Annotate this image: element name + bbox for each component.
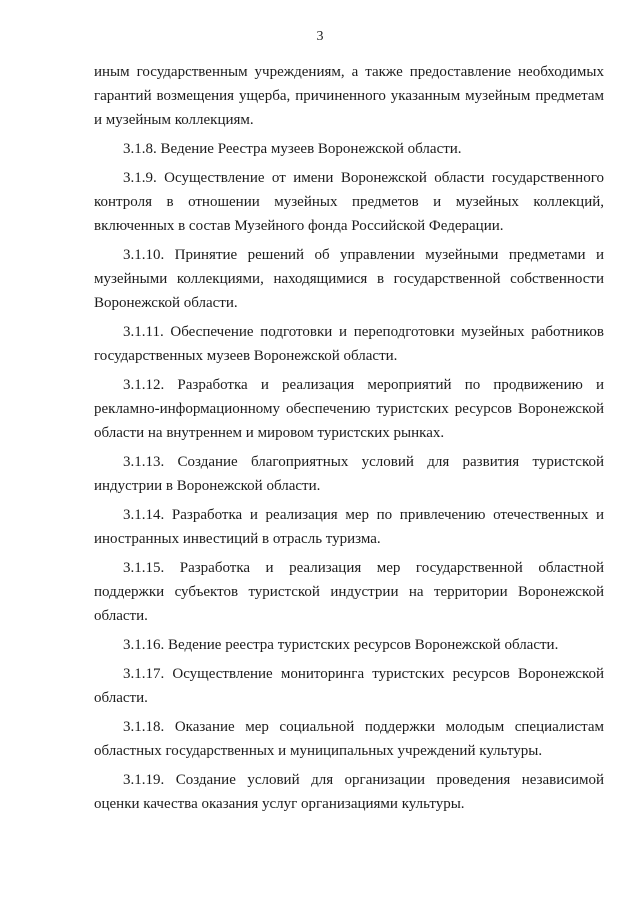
paragraph-3-1-15: 3.1.15. Разработка и реализация мер государственной областной поддержки субъектов туристской индустрии на территории Воронежской области.: [94, 560, 604, 624]
paragraph-3-1-18: 3.1.18. Оказание мер социальной поддержки молодым специалистам областных государственных и муниципальных учреждений культуры.: [94, 719, 604, 759]
paragraph-3-1-16: 3.1.16. Ведение реестра туристских ресурсов Воронежской области.: [123, 637, 559, 653]
paragraph-3-1-17: 3.1.17. Осуществление мониторинга туристских ресурсов Воронежской области.: [94, 666, 604, 706]
paragraph-3-1-13: 3.1.13. Создание благоприятных условий для развития туристской индустрии в Воронежской области.: [94, 454, 604, 494]
paragraph-3-1-11: 3.1.11. Обеспечение подготовки и переподготовки музейных работников государственных музеев Воронежской области.: [94, 324, 604, 364]
paragraph-3-1-12: 3.1.12. Разработка и реализация мероприятий по продвижению и рекламно-информационному обеспечению туристских ресурсов Воронежской области на внутреннем и мировом туристских рынках.: [94, 377, 604, 441]
paragraph-3-1-10: 3.1.10. Принятие решений об управлении музейными предметами и музейными коллекциями, находящимися в государственной собственности Воронежской области.: [94, 247, 604, 311]
paragraph-3-1-14: 3.1.14. Разработка и реализация мер по привлечению отечественных и иностранных инвестиций в отрасль туризма.: [94, 507, 604, 547]
document-body: [94, 60, 604, 821]
paragraph-3-1-9: 3.1.9. Осуществление от имени Воронежской области государственного контроля в отношении музейных предметов и музейных коллекций, включенных в состав Музейного фонда Российской Федерации.: [94, 170, 604, 234]
paragraph-3-1-8: 3.1.8. Ведение Реестра музеев Воронежской области.: [123, 141, 462, 157]
page-number: 3: [316, 29, 324, 44]
paragraph-3-1-19: 3.1.19. Создание условий для организации проведения независимой оценки качества оказания услуг организациями культуры.: [94, 772, 604, 812]
paragraph-continuation: иным государственным учреждениям, а также предоставление необходимых гарантий возмещения ущерба, причиненного указанным музейным предметам и музейным коллекциям.: [94, 64, 604, 128]
